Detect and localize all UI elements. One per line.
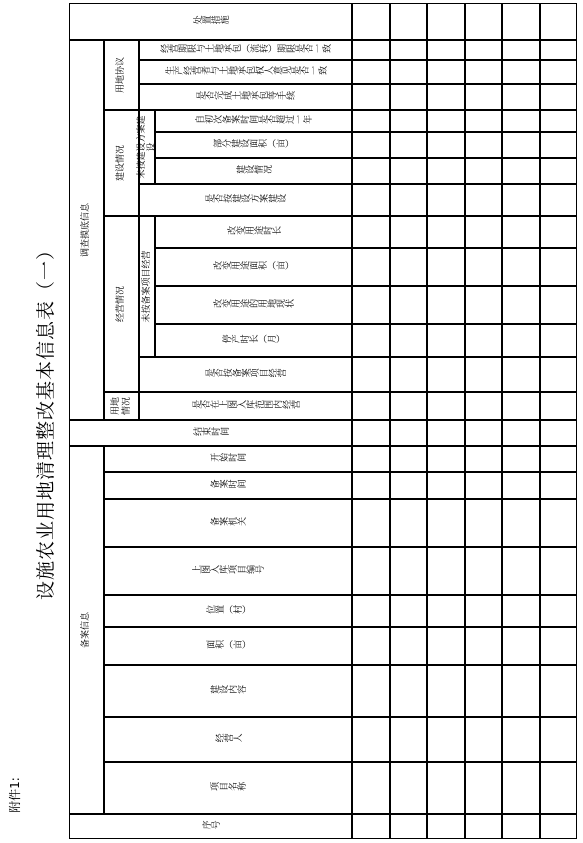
table-cell[interactable] — [352, 499, 390, 547]
table-cell[interactable] — [427, 420, 465, 446]
table-cell[interactable] — [540, 472, 578, 499]
col-op-stop: 停产时长（月） — [155, 324, 352, 357]
table-cell[interactable] — [390, 446, 428, 472]
table-cell[interactable] — [465, 216, 503, 248]
table-cell[interactable] — [540, 446, 578, 472]
table-cell[interactable] — [465, 665, 503, 717]
table-cell[interactable] — [352, 627, 390, 665]
table-cell[interactable] — [465, 595, 503, 627]
table-cell[interactable] — [465, 110, 503, 132]
table-cell[interactable] — [352, 814, 390, 839]
table-cell[interactable] — [465, 420, 503, 446]
table-cell[interactable] — [352, 472, 390, 499]
table-cell[interactable] — [502, 472, 540, 499]
table-cell[interactable] — [427, 472, 465, 499]
table-cell[interactable] — [502, 216, 540, 248]
col-content: 建设内容 — [104, 665, 352, 717]
col-location: 位置（村） — [104, 595, 352, 627]
table-cell[interactable] — [352, 595, 390, 627]
table-cell[interactable] — [390, 84, 428, 110]
table-cell[interactable] — [465, 499, 503, 547]
col-con-filed: 是否按建设方案建设 — [139, 184, 352, 216]
table-cell[interactable] — [390, 762, 428, 814]
table-cell[interactable] — [465, 762, 503, 814]
table-cell[interactable] — [540, 717, 578, 762]
header-remark: 处置措施 — [69, 3, 352, 40]
table-cell[interactable] — [502, 665, 540, 717]
table-cell[interactable] — [352, 392, 390, 420]
table-cell[interactable] — [427, 132, 465, 158]
table-cell[interactable] — [540, 248, 578, 286]
table-cell[interactable] — [352, 420, 390, 446]
table-cell[interactable] — [352, 216, 390, 248]
table-cell[interactable] — [465, 60, 503, 84]
col-land-use-q: 是否在上图入库范围内经营 — [139, 392, 352, 420]
table-cell[interactable] — [352, 248, 390, 286]
table-cell[interactable] — [427, 595, 465, 627]
table-cell[interactable] — [390, 40, 428, 60]
table-cell[interactable] — [352, 547, 390, 595]
table-cell[interactable] — [427, 286, 465, 324]
table-cell[interactable] — [352, 184, 390, 216]
col-con-area: 部分建设面积（亩） — [155, 132, 352, 158]
table-cell[interactable] — [540, 814, 578, 839]
table-cell[interactable] — [390, 110, 428, 132]
table-cell[interactable] — [465, 158, 503, 184]
attachment-label: 附件1: — [8, 777, 22, 813]
table-cell[interactable] — [465, 324, 503, 357]
table-cell[interactable] — [502, 717, 540, 762]
table-cell[interactable] — [502, 248, 540, 286]
table-cell[interactable] — [502, 324, 540, 357]
table-cell[interactable] — [540, 3, 578, 40]
header-agreement: 用地协议 — [104, 40, 139, 110]
table-cell[interactable] — [540, 286, 578, 324]
table-cell[interactable] — [390, 248, 428, 286]
table-cell[interactable] — [427, 158, 465, 184]
table-cell[interactable] — [502, 499, 540, 547]
table-cell[interactable] — [465, 184, 503, 216]
table-cell[interactable] — [540, 60, 578, 84]
table-cell[interactable] — [502, 627, 540, 665]
table-cell[interactable] — [540, 184, 578, 216]
table-cell[interactable] — [540, 627, 578, 665]
table-cell[interactable] — [502, 547, 540, 595]
table-cell[interactable] — [540, 110, 578, 132]
table-cell[interactable] — [540, 595, 578, 627]
table-cell[interactable] — [427, 357, 465, 392]
table-cell[interactable] — [352, 357, 390, 392]
table-cell[interactable] — [465, 717, 503, 762]
col-operator: 经营人 — [104, 717, 352, 762]
col-area: 面积（亩） — [104, 627, 352, 665]
table-cell[interactable] — [465, 547, 503, 595]
table-cell[interactable] — [390, 595, 428, 627]
header-construction: 建设情况 — [104, 110, 139, 216]
col-agr-consent: 生产经营者与土地承包权人意见是否一致 — [139, 60, 352, 84]
page-title: 设施农业用地清理整改基本信息表（一） — [35, 240, 57, 601]
table-cell[interactable] — [502, 392, 540, 420]
table-cell[interactable] — [390, 286, 428, 324]
table-cell[interactable] — [540, 762, 578, 814]
table-cell[interactable] — [352, 665, 390, 717]
table-cell[interactable] — [390, 184, 428, 216]
col-project-no: 上图入库项目编号 — [104, 547, 352, 595]
col-end-date: 结束时间 — [69, 420, 352, 446]
table-cell[interactable] — [427, 762, 465, 814]
table-cell[interactable] — [390, 357, 428, 392]
table-cell[interactable] — [390, 627, 428, 665]
table-cell[interactable] — [465, 357, 503, 392]
table-cell[interactable] — [465, 814, 503, 839]
table-cell[interactable] — [427, 110, 465, 132]
table-cell[interactable] — [502, 40, 540, 60]
table-cell[interactable] — [502, 286, 540, 324]
table-cell[interactable] — [427, 216, 465, 248]
col-filing-date: 备案时间 — [104, 472, 352, 499]
table-cell[interactable] — [390, 216, 428, 248]
col-project-name: 项目名称 — [104, 762, 352, 814]
table-cell[interactable] — [502, 762, 540, 814]
table-cell[interactable] — [540, 357, 578, 392]
table-cell[interactable] — [502, 110, 540, 132]
col-con-delay: 自初次备案时间是否超过一年 — [155, 110, 352, 132]
table-cell[interactable] — [427, 814, 465, 839]
table-cell[interactable] — [502, 420, 540, 446]
table-cell[interactable] — [390, 665, 428, 717]
header-filing: 备案信息 — [69, 446, 104, 814]
col-op-change-use: 改变用途的用地现状 — [155, 286, 352, 324]
table-cell[interactable] — [427, 717, 465, 762]
col-op-change-time: 改变用途时长 — [155, 216, 352, 248]
table-cell[interactable] — [502, 84, 540, 110]
table-cell[interactable] — [540, 132, 578, 158]
table-cell[interactable] — [540, 392, 578, 420]
table-cell[interactable] — [465, 248, 503, 286]
table-cell[interactable] — [502, 184, 540, 216]
table-cell[interactable] — [502, 60, 540, 84]
table-cell[interactable] — [465, 472, 503, 499]
table-cell[interactable] — [352, 324, 390, 357]
table-cell[interactable] — [427, 665, 465, 717]
table-cell[interactable] — [390, 324, 428, 357]
table-cell[interactable] — [465, 40, 503, 60]
table-cell[interactable] — [352, 132, 390, 158]
table-cell[interactable] — [352, 762, 390, 814]
table-cell[interactable] — [352, 40, 390, 60]
table-cell[interactable] — [540, 665, 578, 717]
table-cell[interactable] — [427, 392, 465, 420]
table-cell[interactable] — [540, 40, 578, 60]
table-cell[interactable] — [465, 3, 503, 40]
table-cell[interactable] — [390, 3, 428, 40]
header-op-not-filed: 未按备案项目经营 — [139, 216, 155, 357]
table-cell[interactable] — [427, 60, 465, 84]
table-cell[interactable] — [540, 547, 578, 595]
col-start-date: 开始时间 — [104, 446, 352, 472]
table-cell[interactable] — [390, 158, 428, 184]
table-cell[interactable] — [390, 472, 428, 499]
col-agr-period: 经营期限与土地承包（流转）期限是否一致 — [139, 40, 352, 60]
col-con-status: 建设情况 — [155, 158, 352, 184]
col-op-change-area: 改变用途面积（亩） — [155, 248, 352, 286]
table-cell[interactable] — [352, 3, 390, 40]
table-cell[interactable] — [427, 547, 465, 595]
table-cell[interactable] — [465, 84, 503, 110]
col-op-filed: 是否按备案项目经营 — [139, 357, 352, 392]
table-cell[interactable] — [502, 814, 540, 839]
table-cell[interactable] — [502, 595, 540, 627]
table-cell[interactable] — [352, 110, 390, 132]
table-cell[interactable] — [502, 446, 540, 472]
table-cell[interactable] — [465, 446, 503, 472]
table-cell[interactable] — [427, 324, 465, 357]
table-cell[interactable] — [427, 499, 465, 547]
table-cell[interactable] — [540, 84, 578, 110]
table-cell[interactable] — [352, 717, 390, 762]
table-cell[interactable] — [465, 392, 503, 420]
col-filing-office: 备案机关 — [104, 499, 352, 547]
table-cell[interactable] — [427, 3, 465, 40]
table-cell[interactable] — [352, 60, 390, 84]
table-cell[interactable] — [390, 717, 428, 762]
header-land-use: 用地情况 — [104, 392, 139, 420]
table-cell[interactable] — [390, 814, 428, 839]
table-cell[interactable] — [352, 286, 390, 324]
col-agr-handover: 是否完成土地承包等手续 — [139, 84, 352, 110]
header-operation: 经营情况 — [104, 216, 139, 392]
header-seq: 序号 — [69, 814, 352, 839]
table-cell[interactable] — [502, 3, 540, 40]
table-cell[interactable] — [427, 627, 465, 665]
table-cell[interactable] — [390, 132, 428, 158]
header-survey: 调查摸底信息 — [69, 40, 104, 420]
table-cell[interactable] — [390, 420, 428, 446]
table-cell[interactable] — [540, 158, 578, 184]
table-cell[interactable] — [390, 392, 428, 420]
table-cell[interactable] — [427, 84, 465, 110]
table-cell[interactable] — [540, 216, 578, 248]
table-cell[interactable] — [427, 184, 465, 216]
info-table — [69, 3, 577, 839]
table-cell[interactable] — [390, 60, 428, 84]
table-cell[interactable] — [427, 248, 465, 286]
table-cell[interactable] — [390, 547, 428, 595]
table-cell[interactable] — [502, 357, 540, 392]
table-cell[interactable] — [502, 132, 540, 158]
table-cell[interactable] — [465, 627, 503, 665]
table-cell[interactable] — [465, 132, 503, 158]
header-con-not-filed: 未按建设方案建设 — [139, 110, 155, 184]
table-cell[interactable] — [352, 84, 390, 110]
table-cell[interactable] — [427, 40, 465, 60]
table-cell[interactable] — [390, 499, 428, 547]
table-cell[interactable] — [540, 499, 578, 547]
table-cell[interactable] — [465, 286, 503, 324]
table-cell[interactable] — [427, 446, 465, 472]
table-cell[interactable] — [502, 158, 540, 184]
table-cell[interactable] — [352, 446, 390, 472]
table-cell[interactable] — [540, 324, 578, 357]
table-cell[interactable] — [540, 420, 578, 446]
table-cell[interactable] — [352, 158, 390, 184]
